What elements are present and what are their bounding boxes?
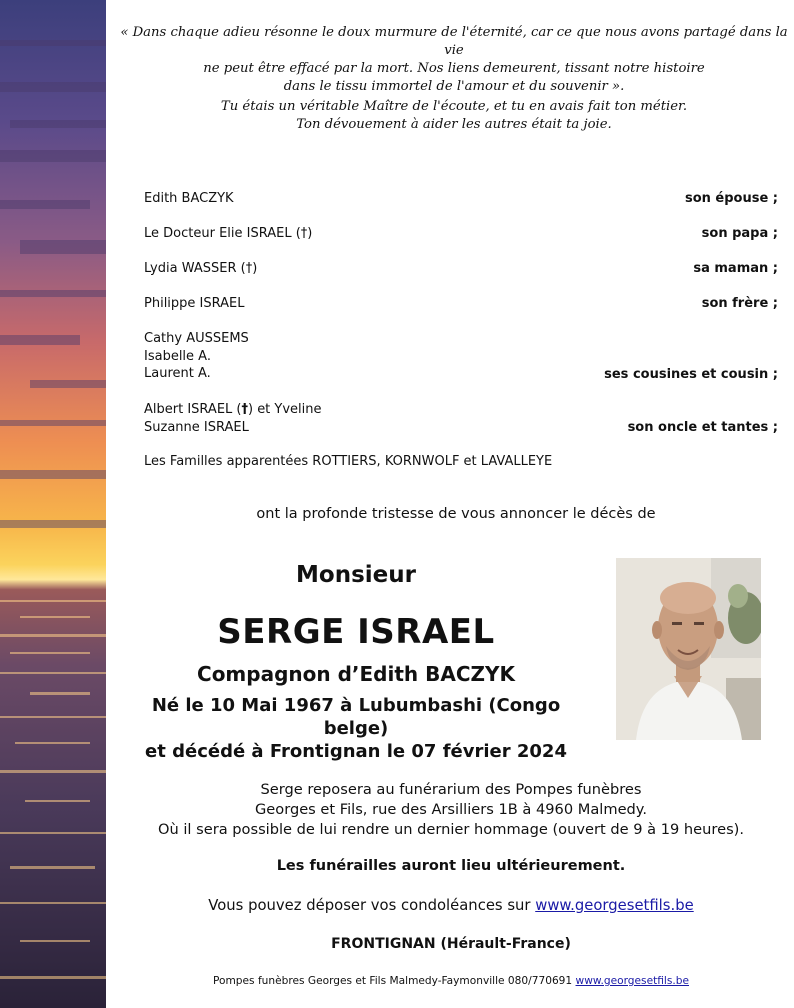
info-line: Où il sera possible de lui rendre un dernier hommage (ouvert de 9 à 19 heures). bbox=[157, 821, 744, 838]
family-row bbox=[144, 453, 778, 471]
condolences-link[interactable]: www.georgesetfils.be bbox=[535, 897, 694, 914]
family-relation: sa maman ; bbox=[693, 261, 778, 277]
family-name: Suzanne ISRAEL bbox=[144, 419, 249, 435]
footer-link[interactable]: www.georgesetfils.be bbox=[575, 975, 689, 987]
obituary-content bbox=[106, 0, 794, 1008]
family-name: Cathy AUSSEMS bbox=[144, 331, 249, 346]
deceased-title: Monsieur bbox=[296, 562, 416, 588]
quote-line: Tu étais un véritable Maître de l'écoute, et tu en avais fait ton métier. bbox=[220, 99, 688, 114]
tribute-quote bbox=[120, 98, 788, 134]
death-line: et décédé à Frontignan le 07 février 2024 bbox=[145, 741, 567, 762]
family-relation: son épouse ; bbox=[684, 191, 778, 207]
cross-icon: † bbox=[241, 402, 248, 417]
quote-line: Ton dévouement à aider les autres était ta joie. bbox=[296, 117, 612, 132]
family-name: Albert ISRAEL (†) et Yveline bbox=[144, 402, 322, 417]
family-name: Edith BACZYK bbox=[144, 191, 234, 206]
info-line: Georges et Fils, rue des Arsilliers 1B à 4960 Malmedy. bbox=[254, 801, 648, 818]
condolences-line: Vous pouvez déposer vos condoléances sur www.georgesetfils.be bbox=[208, 897, 694, 914]
family-relation: ses cousines et cousin ; bbox=[604, 367, 778, 383]
family-relation: son oncle et tantes ; bbox=[627, 420, 778, 436]
family-name: Lydia WASSER (†) bbox=[144, 261, 258, 276]
footer: Pompes funèbres Georges et Fils Malmedy-Faymonville 080/770691 www.georgesetfils.be bbox=[213, 975, 689, 987]
family-row bbox=[144, 260, 778, 278]
quote-line: « Dans chaque adieu résonne le doux murmure de l'éternité, car ce que nous avons partagé dans la vie bbox=[120, 25, 788, 58]
announcement-text: ont la profonde tristesse de vous annoncer le décès de bbox=[256, 506, 656, 522]
memorial-quote bbox=[120, 24, 788, 96]
family-relation: son frère ; bbox=[701, 296, 778, 312]
family-name: Laurent A. bbox=[144, 366, 211, 382]
deceased-companion: Compagnon d’Edith BACZYK bbox=[197, 662, 515, 686]
funeral-notice: Les funérailles auront lieu ultérieurement. bbox=[276, 858, 626, 874]
deceased-portrait bbox=[616, 558, 761, 740]
family-name: Philippe ISRAEL bbox=[144, 296, 245, 311]
family-name: Isabelle A. bbox=[144, 348, 211, 364]
quote-line: dans le tissu immortel de l'amour et du souvenir ». bbox=[283, 79, 625, 94]
family-row bbox=[144, 225, 778, 243]
family-row bbox=[144, 295, 778, 313]
deceased-dates bbox=[126, 694, 586, 763]
funeral-home-info bbox=[146, 780, 756, 840]
birth-line: Né le 10 Mai 1967 à Lubumbashi (Congo belge) bbox=[151, 695, 561, 739]
family-name: Les Familles apparentées ROTTIERS, KORNWOLF et LAVALLEYE bbox=[144, 454, 553, 469]
quote-line: ne peut être effacé par la mort. Nos liens demeurent, tissant notre histoire bbox=[203, 61, 705, 76]
location-line: FRONTIGNAN (Hérault-France) bbox=[331, 936, 571, 952]
family-row-uncle-aunts bbox=[144, 401, 778, 437]
family-relation: son papa ; bbox=[701, 226, 778, 242]
info-line: Serge reposera au funérarium des Pompes funèbres bbox=[260, 781, 642, 798]
family-row bbox=[144, 190, 778, 208]
family-name: Le Docteur Elie ISRAEL (†) bbox=[144, 226, 313, 241]
deceased-name: SERGE ISRAEL bbox=[217, 612, 495, 652]
sunset-sea-image bbox=[0, 0, 106, 1008]
family-row-cousins bbox=[144, 330, 778, 384]
